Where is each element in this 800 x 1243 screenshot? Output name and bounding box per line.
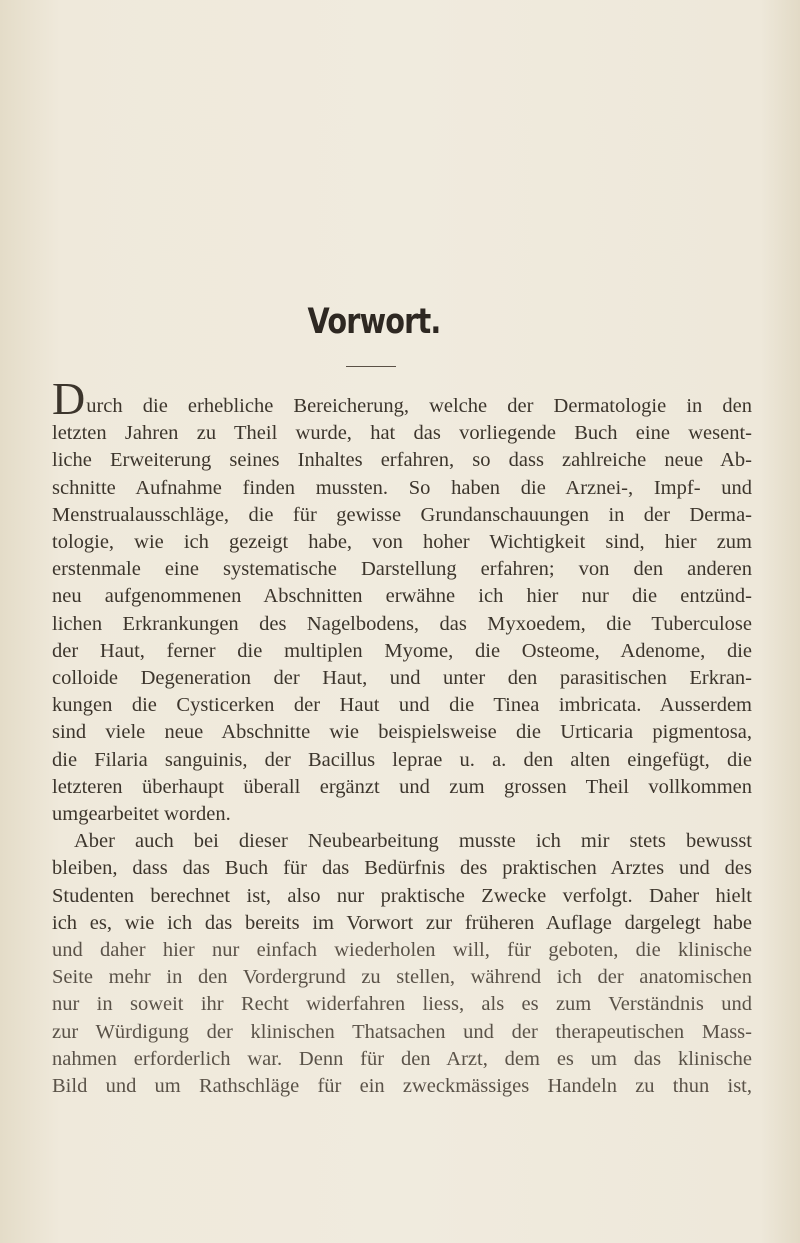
paragraph-1 bbox=[52, 373, 752, 828]
text-line: umgearbeitet worden. bbox=[52, 803, 231, 826]
text-line: Aber auch bei dieser Neubearbeitung musste ich mir stets bewusst bbox=[74, 830, 752, 853]
text-line: lichen Erkrankungen des Nagelbodens, das Myxoedem, die Tuberculose bbox=[52, 612, 752, 635]
body-text bbox=[52, 373, 752, 1100]
text-line: Durch die erhebliche Bereicherung, welche der Dermatologie in den bbox=[52, 373, 752, 424]
text-line: neu aufgenommenen Abschnitten erwähne ich hier nur die entzünd- bbox=[52, 585, 752, 608]
text-line: erstenmale eine systematische Darstellung erfahren; von den anderen bbox=[52, 558, 752, 581]
text-line: der Haut, ferner die multiplen Myome, die Osteome, Adenome, die bbox=[52, 639, 752, 662]
drop-cap: D bbox=[52, 373, 86, 424]
text-line: liche Erweiterung seines Inhaltes erfahren, so dass zahlreiche neue Ab- bbox=[52, 449, 752, 472]
text-line: letzteren überhaupt überall ergänzt und zum grossen Theil vollkommen bbox=[52, 775, 752, 798]
text-line: Bild und um Rathschläge für ein zweckmässiges Handeln zu thun ist, bbox=[52, 1075, 752, 1098]
paragraph-2 bbox=[52, 828, 752, 1100]
text-line: bleiben, dass das Buch für das Bedürfnis des praktischen Arztes und des bbox=[52, 857, 752, 880]
text-line: kungen die Cysticerken der Haut und die Tinea imbricata. Ausserdem bbox=[52, 694, 752, 717]
title-rule bbox=[346, 366, 396, 367]
text-line: Menstrualausschläge, die für gewisse Grundanschauungen in der Derma- bbox=[52, 503, 752, 526]
text-line: sind viele neue Abschnitte wie beispielsweise die Urticaria pigmentosa, bbox=[52, 721, 752, 744]
page-title: Vorwort. bbox=[307, 302, 441, 342]
text-line: und daher hier nur einfach wiederholen will, für geboten, die klinische bbox=[52, 939, 752, 962]
text-line: tologie, wie ich gezeigt habe, von hoher Wichtigkeit sind, hier zum bbox=[52, 531, 752, 554]
text-line: Seite mehr in den Vordergrund zu stellen, während ich der anatomischen bbox=[52, 966, 752, 989]
text-line: Studenten berechnet ist, also nur praktische Zwecke verfolgt. Daher hielt bbox=[52, 884, 752, 907]
text-line: schnitte Aufnahme finden mussten. So haben die Arznei-, Impf- und bbox=[52, 476, 752, 499]
text-line: nahmen erforderlich war. Denn für den Arzt, dem es um das klinische bbox=[52, 1047, 752, 1070]
text-line: die Filaria sanguinis, der Bacillus leprae u. a. den alten eingefügt, die bbox=[52, 748, 752, 771]
text-line: ich es, wie ich das bereits im Vorwort zur früheren Auflage dargelegt habe bbox=[52, 911, 752, 934]
text-line: colloide Degeneration der Haut, und unter den parasitischen Erkran- bbox=[52, 667, 752, 690]
text-line: zur Würdigung der klinischen Thatsachen und der therapeutischen Mass- bbox=[52, 1020, 752, 1043]
text-line: nur in soweit ihr Recht widerfahren liess, als es zum Verständnis und bbox=[52, 993, 752, 1016]
text-line: letzten Jahren zu Theil wurde, hat das vorliegende Buch eine wesent- bbox=[52, 422, 752, 445]
